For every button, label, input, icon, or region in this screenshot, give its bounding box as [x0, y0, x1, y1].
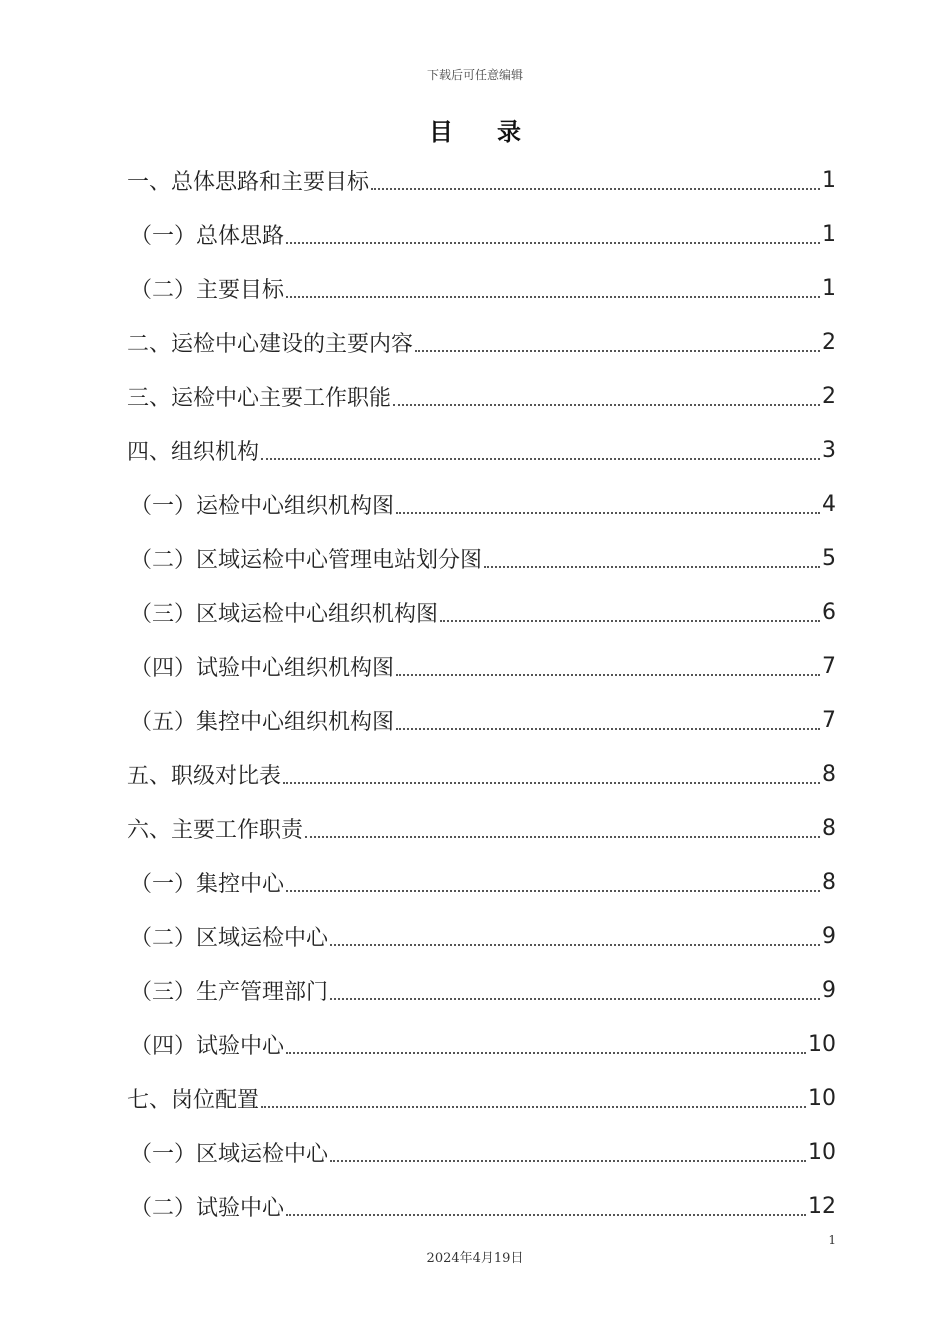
- toc-entry-page: 8: [822, 869, 836, 895]
- toc-entry-label: （三）区域运检中心组织机构图: [130, 601, 439, 627]
- toc-entry-label: 五、职级对比表: [127, 763, 282, 789]
- toc-dot-leader: [286, 890, 820, 892]
- toc-dot-leader: [261, 1106, 806, 1108]
- toc-entry-page: 10: [808, 1031, 836, 1057]
- page-number: 1: [828, 1233, 836, 1247]
- toc-entry[interactable]: [127, 909, 836, 963]
- toc-entry-label: （二）区域运检中心管理电站划分图: [130, 547, 483, 573]
- toc-entry-label: 二、运检中心建设的主要内容: [127, 331, 414, 357]
- toc-entry-page: 12: [808, 1193, 836, 1219]
- toc-dot-leader: [286, 242, 820, 244]
- toc-entry[interactable]: [127, 855, 836, 909]
- toc-entry-label: （一）集控中心: [130, 871, 285, 897]
- toc-entry-label: 三、运检中心主要工作职能: [127, 385, 392, 411]
- toc-entry-page: 3: [822, 437, 836, 463]
- toc-dot-leader: [484, 566, 820, 568]
- toc-entry-label: （四）试验中心组织机构图: [130, 655, 395, 681]
- toc-dot-leader: [371, 188, 820, 190]
- toc-entry-page: 2: [822, 383, 836, 409]
- toc-entry[interactable]: [127, 153, 836, 207]
- toc-dot-leader: [396, 728, 820, 730]
- toc-entry-page: 1: [822, 221, 836, 247]
- toc-entry-label: （一）运检中心组织机构图: [130, 493, 395, 519]
- toc-dot-leader: [415, 350, 820, 352]
- toc-entry-page: 10: [808, 1085, 836, 1111]
- toc-entry-label: 四、组织机构: [127, 439, 260, 465]
- toc-entry[interactable]: [127, 639, 836, 693]
- toc-entry-page: 1: [822, 167, 836, 193]
- toc-entry-label: （二）区域运检中心: [130, 925, 329, 951]
- toc-dot-leader: [286, 1214, 806, 1216]
- toc-dot-leader: [330, 1160, 806, 1162]
- toc-entry-page: 8: [822, 761, 836, 787]
- header-note: 下载后可任意编辑: [426, 68, 523, 82]
- toc-title: 目录: [429, 117, 565, 146]
- toc-entry[interactable]: [127, 747, 836, 801]
- toc-entry-label: （四）试验中心: [130, 1033, 285, 1059]
- toc-entry-label: （一）总体思路: [130, 223, 285, 249]
- toc-dot-leader: [396, 674, 820, 676]
- toc-dot-leader: [261, 458, 820, 460]
- toc-entry[interactable]: [127, 477, 836, 531]
- toc-entry-page: 9: [822, 977, 836, 1003]
- toc-entry-page: 2: [822, 329, 836, 355]
- toc-entry-page: 10: [808, 1139, 836, 1165]
- toc-dot-leader: [393, 404, 820, 406]
- toc-entry-label: （二）主要目标: [130, 277, 285, 303]
- toc-dot-leader: [305, 836, 820, 838]
- footer-date: 2024年4月19日: [426, 1251, 524, 1266]
- toc-dot-leader: [286, 1052, 806, 1054]
- toc-entry[interactable]: [127, 963, 836, 1017]
- toc-entry[interactable]: [127, 207, 836, 261]
- toc-entry-page: 5: [822, 545, 836, 571]
- toc-entry[interactable]: [127, 1071, 836, 1125]
- toc-entry-page: 6: [822, 599, 836, 625]
- toc-entry-label: （五）集控中心组织机构图: [130, 709, 395, 735]
- toc-dot-leader: [330, 944, 820, 946]
- toc-entry-label: （一）区域运检中心: [130, 1141, 329, 1167]
- toc-entry[interactable]: [127, 693, 836, 747]
- toc-entry[interactable]: [127, 801, 836, 855]
- table-of-contents: [127, 153, 836, 1233]
- toc-dot-leader: [283, 782, 820, 784]
- toc-entry-page: 7: [822, 653, 836, 679]
- toc-entry-label: 七、岗位配置: [127, 1087, 260, 1113]
- toc-entry[interactable]: [127, 1125, 836, 1179]
- toc-entry-page: 4: [822, 491, 836, 517]
- toc-entry[interactable]: [127, 1179, 836, 1233]
- toc-dot-leader: [440, 620, 820, 622]
- toc-entry[interactable]: [127, 423, 836, 477]
- toc-entry-label: （三）生产管理部门: [130, 979, 329, 1005]
- toc-entry[interactable]: [127, 1017, 836, 1071]
- toc-entry-page: 7: [822, 707, 836, 733]
- toc-dot-leader: [396, 512, 820, 514]
- toc-entry[interactable]: [127, 531, 836, 585]
- toc-entry-page: 9: [822, 923, 836, 949]
- toc-dot-leader: [286, 296, 820, 298]
- toc-entry[interactable]: [127, 261, 836, 315]
- toc-entry-page: 8: [822, 815, 836, 841]
- toc-entry[interactable]: [127, 585, 836, 639]
- toc-entry-label: （二）试验中心: [130, 1195, 285, 1221]
- toc-entry[interactable]: [127, 315, 836, 369]
- toc-entry-label: 六、主要工作职责: [127, 817, 304, 843]
- toc-entry[interactable]: [127, 369, 836, 423]
- toc-entry-page: 1: [822, 275, 836, 301]
- toc-entry-label: 一、总体思路和主要目标: [127, 169, 370, 195]
- toc-dot-leader: [330, 998, 820, 1000]
